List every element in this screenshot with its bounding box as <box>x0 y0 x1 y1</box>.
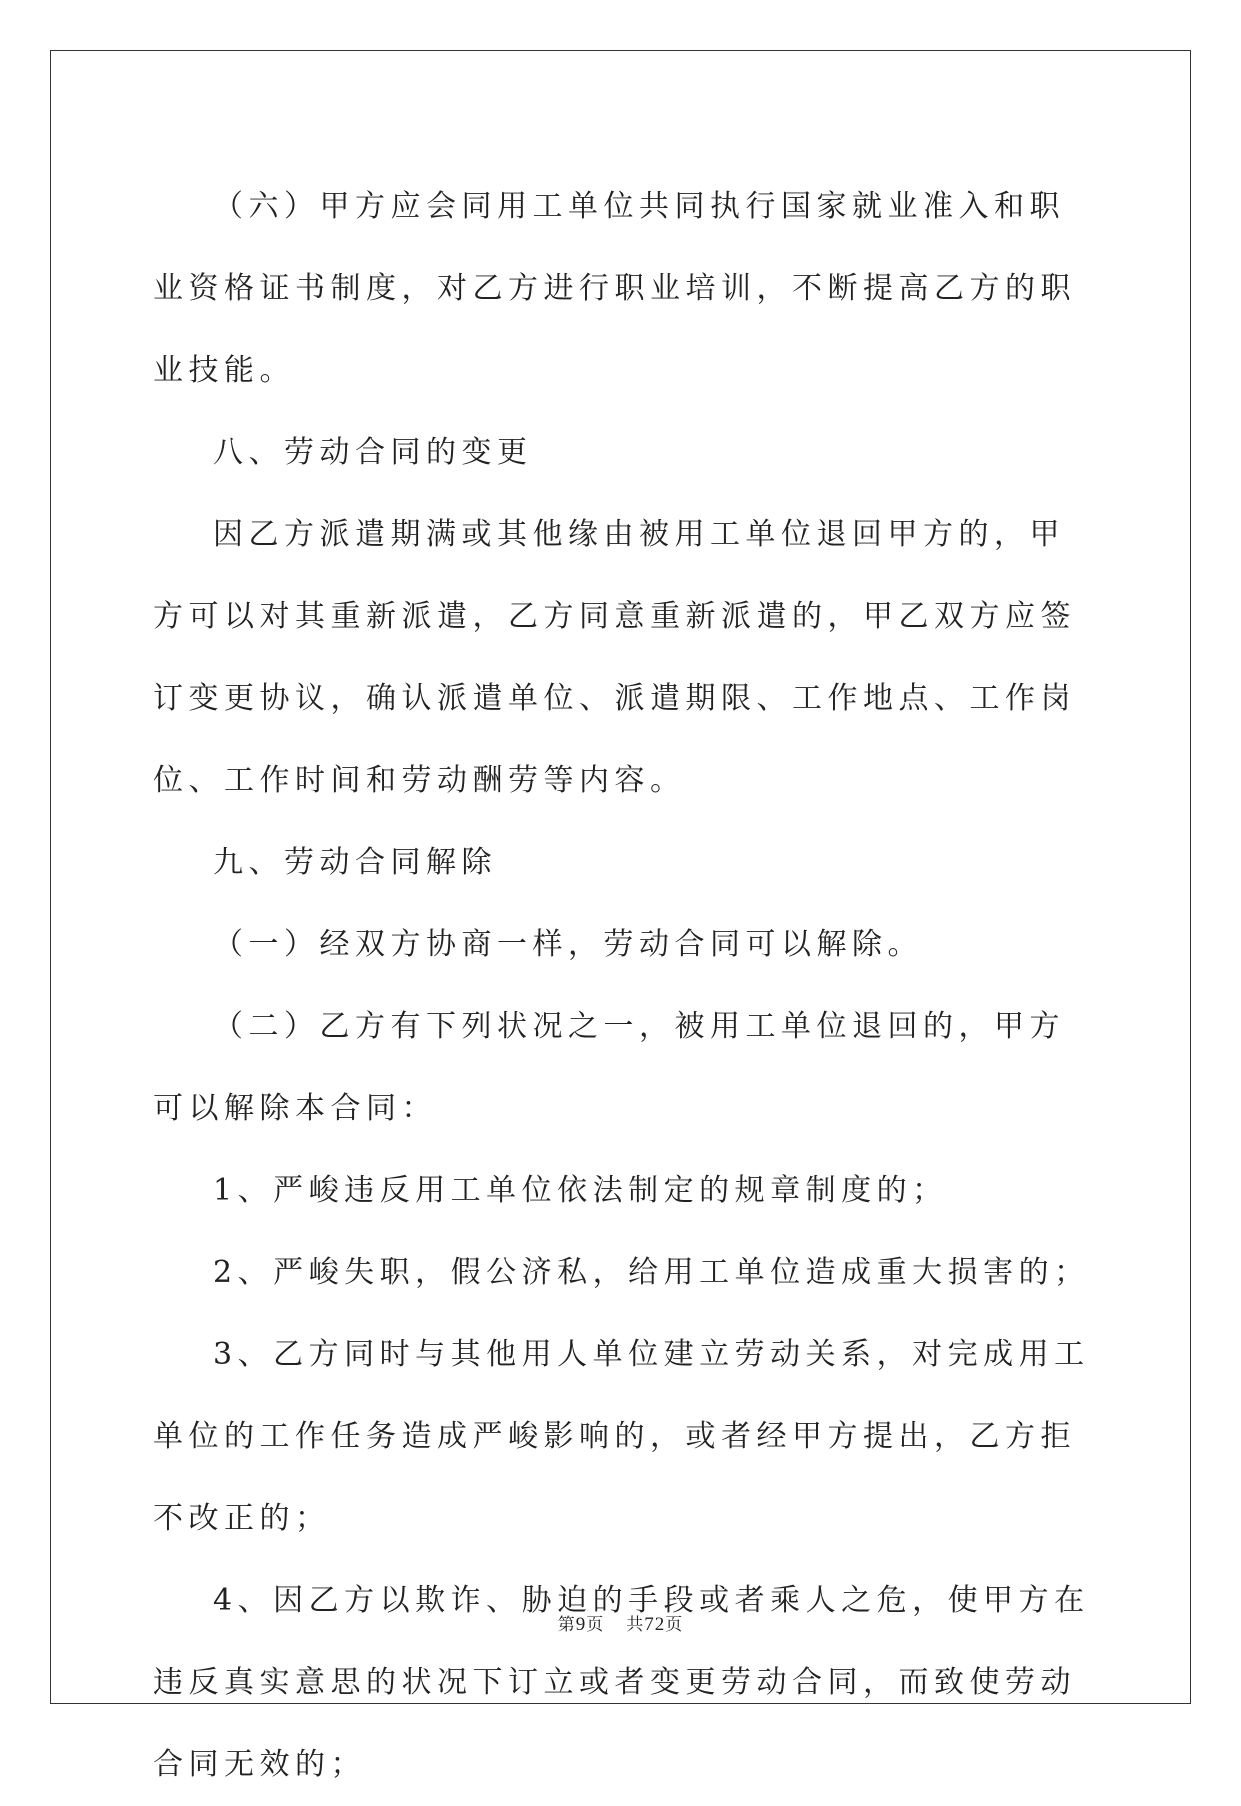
paragraph-termination-conditions: （二）乙方有下列状况之一，被用工单位退回的，甲方可以解除本合同： <box>153 1009 1065 1126</box>
section-heading-contract-termination: 九、劳动合同解除 <box>213 845 497 880</box>
list-item-1: 1、严峻违反用工单位依法制定的规章制度的； <box>213 1173 948 1208</box>
page-number: 9 <box>575 1614 587 1635</box>
page-suffix: 页 <box>586 1615 605 1635</box>
page-prefix: 第 <box>557 1615 576 1635</box>
page-footer <box>0 1613 1241 1637</box>
list-item-3: 3、乙方同时与其他用人单位建立劳动关系，对完成用工单位的工作任务造成严峻影响的，或者经甲方提出，乙方拒不改正的； <box>153 1337 1090 1536</box>
paragraph-training-clause: （六）甲方应会同用工单位共同执行国家就业准入和职业资格证书制度，对乙方进行职业培训，不断提高乙方的职业技能。 <box>153 189 1076 388</box>
total-suffix: 页 <box>665 1615 684 1635</box>
paragraph-redeployment: 因乙方派遣期满或其他缘由被用工单位退回甲方的，甲方可以对其重新派遣，乙方同意重新派遣的，甲乙双方应签订变更协议，确认派遣单位、派遣期限、工作地点、工作岗位、工作时间和劳动酬劳等内容。 <box>153 517 1076 798</box>
total-pages: 72 <box>644 1614 666 1635</box>
paragraph-mutual-termination: （一）经双方协商一样，劳动合同可以解除。 <box>213 927 923 962</box>
document-body <box>153 166 1093 1806</box>
list-item-4: 4、因乙方以欺诈、胁迫的手段或者乘人之危，使甲方在违反真实意思的状况下订立或者变更劳动合同，而致使劳动合同无效的； <box>153 1583 1090 1782</box>
list-item-2: 2、严峻失职，假公济私，给用工单位造成重大损害的； <box>213 1255 1090 1290</box>
total-prefix: 共 <box>626 1615 645 1635</box>
section-heading-contract-change: 八、劳动合同的变更 <box>213 435 533 470</box>
